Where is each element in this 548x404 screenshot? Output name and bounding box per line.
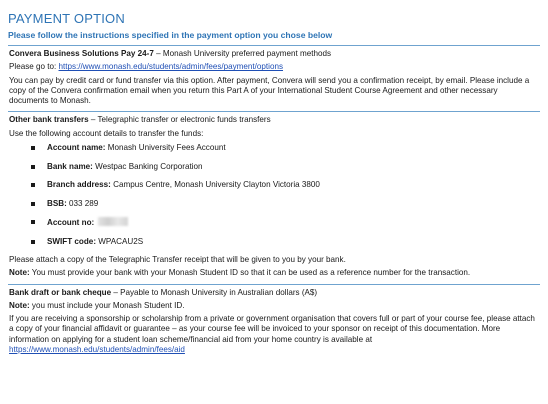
account-name-value: Monash University Fees Account [105,143,226,153]
convera-heading: Convera Business Solutions Pay 24-7 [9,49,154,58]
bank-transfer-heading-line [9,115,539,125]
note-text: you must include your Monash Student ID. [29,300,185,310]
bank-draft-heading-line [9,288,539,298]
bsb-label: BSB: [47,198,67,208]
swift-code-label: SWIFT code: [47,236,97,246]
bank-draft-note [9,301,539,311]
bank-name-value: Westpac Banking Corporation [92,161,203,171]
bank-draft-body [9,314,539,355]
swift-code-value: WPACAU2S [96,236,144,246]
branch-address-value: Campus Centre, Monash University Clayton Victoria 3800 [110,180,320,190]
list-item [9,217,539,228]
convera-goto-line [9,62,539,72]
note-label: Note: [9,268,30,278]
branch-address-label: Branch address: [47,180,111,190]
bsb-value: 033 289 [66,198,99,208]
bank-draft-heading: Bank draft or bank cheque [9,287,112,297]
sponsorship-text: If you are receiving a sponsorship or scholarship from a private or government organisation that covers full or part of your course fee, please attach a copy of your financial affidavit or guarantee – as your course fee will be invoiced to your sponsor on receipt of this documentation. More information on applying for a student loan scheme/financial aid from your home country is available at [9,314,535,344]
list-item [9,162,539,172]
list-item [9,180,539,190]
convera-heading-rest: – Monash University preferred payment methods [153,49,332,58]
list-item [9,199,539,209]
convera-goto-label: Please go to: [9,62,59,72]
bank-transfer-heading-rest: – Telegraphic transfer or electronic funds transfers [88,115,271,125]
page-title: PAYMENT OPTION [8,11,125,26]
bank-draft-section [8,285,540,361]
convera-payment-link[interactable]: https://www.monash.edu/students/admin/fees/payment/options [58,62,284,72]
bank-transfer-section [8,112,540,283]
bank-transfer-intro: Use the following account details to transfer the funds: [9,128,204,138]
list-item [9,237,539,247]
account-details-list [9,143,539,247]
financial-aid-link[interactable]: https://www.monash.edu/students/admin/fees/aid [9,345,185,355]
note-text: You must provide your bank with your Monash Student ID so that it can be used as a reference number for the transaction. [29,268,471,278]
bank-transfer-heading: Other bank transfers [9,115,89,125]
convera-body: You can pay by credit card or fund transfer via this option. After payment, Convera will send you a confirmation receipt, by email. Please include a copy of the Convera confirmation email when you return this Part A of your International Student Course Agreement and other necessary documents to Monash. [9,75,530,106]
note-label: Note: [9,300,30,310]
account-no-label: Account no: [47,218,95,228]
redacted-account-number [98,217,128,226]
list-item [9,143,539,153]
account-name-label: Account name: [47,143,106,153]
convera-section [8,46,540,111]
page-subtitle: Please follow the instructions specified in the payment option you chose below [8,30,333,40]
bank-transfer-note [9,268,539,278]
bank-draft-heading-rest: – Payable to Monash University in Australian dollars (A$) [111,287,318,297]
convera-heading-line [9,49,539,59]
receipt-note: Please attach a copy of the Telegraphic Transfer receipt that will be given to you by your bank. [9,254,346,264]
bank-name-label: Bank name: [47,161,93,171]
